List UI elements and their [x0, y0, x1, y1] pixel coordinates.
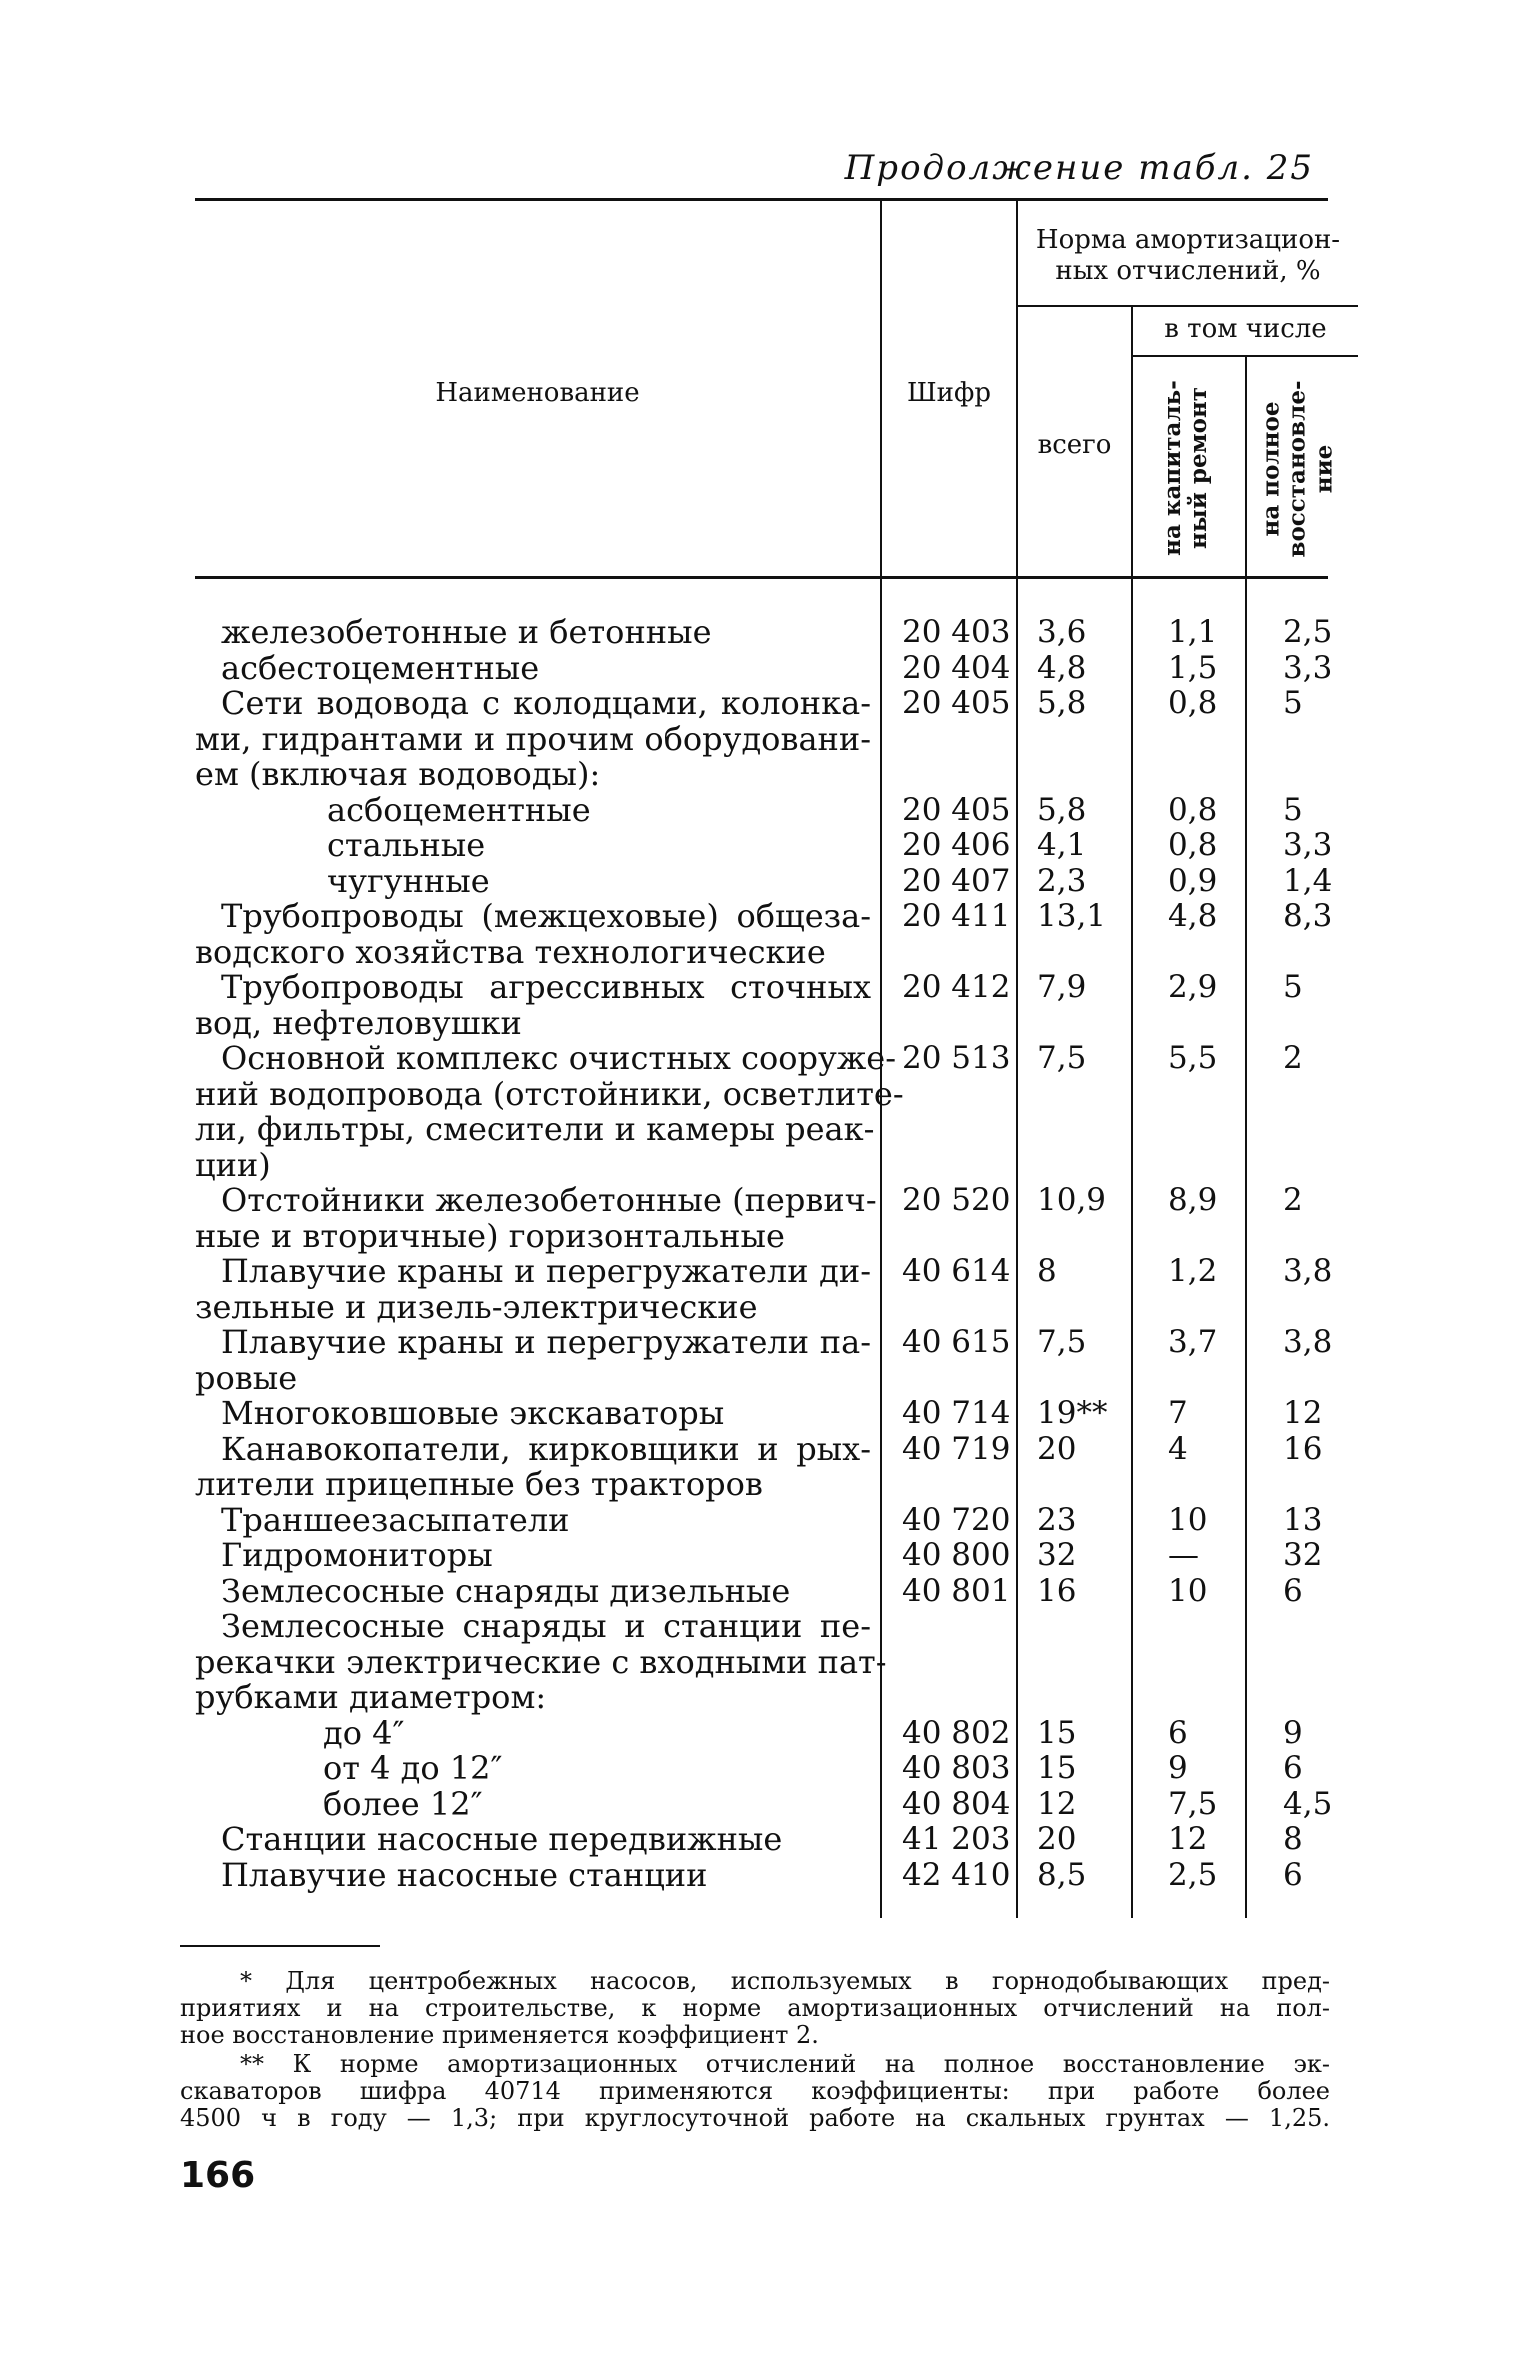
row-name-line: ные и вторичные) горизонтальные: [195, 1216, 785, 1255]
table-row: [0, 1041, 1535, 1183]
row-name-line: вод, нефтеловушки: [195, 1003, 522, 1042]
row-name-line: ровые: [195, 1358, 298, 1397]
table-row: [0, 1396, 1535, 1432]
row-cap: 1,2: [1168, 1253, 1218, 1289]
table-row: [0, 1609, 1535, 1716]
row-full: 13: [1283, 1501, 1323, 1538]
header-norm-line1: Норма амортизацион-: [1035, 225, 1341, 255]
row-full: 5: [1283, 685, 1303, 721]
row-name: [195, 1822, 875, 1858]
table-row: [0, 1429, 1535, 1503]
row-name-line: ми, гидрантами и прочим оборудовани-: [195, 719, 871, 758]
row-total: 20: [1037, 1430, 1077, 1467]
header-cap-line1: на капиталь-: [1159, 380, 1186, 556]
row-name: [195, 1429, 875, 1503]
row-code: 40 714: [902, 1395, 1011, 1431]
row-total: 3,6: [1037, 614, 1087, 650]
norm-divider-rule: [1018, 305, 1358, 307]
row-cap: 7,5: [1168, 1785, 1218, 1822]
row-name-line: Сети водовода с колодцами, колонка-: [221, 684, 871, 722]
row-code: 41 203: [902, 1821, 1011, 1857]
row-code: 20 411: [902, 898, 1011, 934]
row-total: 5,8: [1037, 685, 1087, 721]
row-code: 42 410: [902, 1856, 1011, 1893]
table-top-rule: [195, 198, 1328, 201]
table-row: [0, 828, 1535, 864]
row-full: 2: [1283, 1182, 1303, 1218]
row-total: 5,8: [1037, 791, 1087, 828]
row-name: [195, 899, 875, 970]
row-total: 7,5: [1037, 1040, 1087, 1076]
row-total: 15: [1037, 1714, 1077, 1751]
header-full-line2: восстановле-: [1283, 380, 1311, 558]
table-row: [0, 1751, 1535, 1787]
row-cap: 6: [1168, 1714, 1188, 1751]
table-row: [0, 686, 1535, 793]
row-name: [195, 1784, 875, 1823]
row-total: 13,1: [1037, 898, 1107, 934]
row-full: 16: [1283, 1430, 1323, 1467]
row-name: [195, 1500, 875, 1539]
table-body: [0, 615, 1535, 1893]
row-name-line: Плавучие насосные станции: [221, 1855, 708, 1894]
row-name-line: асбоцементные: [327, 790, 591, 829]
row-total: 19**: [1037, 1395, 1108, 1431]
row-cap: 1,5: [1168, 649, 1218, 686]
row-full: 3,3: [1283, 649, 1333, 686]
footnotes: [180, 1968, 1330, 2132]
header-total: всего: [1037, 430, 1112, 460]
row-cap: 2,5: [1168, 1856, 1218, 1893]
row-code: 20 405: [902, 685, 1011, 721]
row-cap: 4: [1168, 1430, 1188, 1467]
row-name-line: рекачки электрические с входными пат-: [195, 1642, 887, 1681]
row-total: 16: [1037, 1572, 1077, 1609]
table-row: [0, 899, 1535, 970]
row-full: 8,3: [1283, 898, 1333, 934]
header-bottom-rule: [195, 576, 1328, 579]
row-code: 20 407: [902, 862, 1011, 899]
row-total: 4,1: [1037, 827, 1087, 863]
row-full: 4,5: [1283, 1785, 1333, 1822]
footnote-rule: [180, 1945, 380, 1947]
row-name-line: Траншеезасыпатели: [221, 1500, 570, 1539]
footnote-1: [180, 1968, 1330, 2049]
row-full: 6: [1283, 1750, 1303, 1786]
row-code: 20 405: [902, 791, 1011, 828]
row-code: 40 804: [902, 1785, 1011, 1822]
table-row: [0, 648, 1535, 687]
row-cap: 0,9: [1168, 862, 1218, 899]
row-name-line: асбестоцементные: [221, 648, 540, 687]
table-row: [0, 615, 1535, 651]
row-total: 7,9: [1037, 969, 1087, 1005]
row-name: [195, 828, 875, 864]
row-name: [195, 1571, 875, 1610]
row-code: 40 719: [902, 1430, 1011, 1467]
row-name-line: Трубопроводы агрессивных сточных: [221, 968, 871, 1006]
row-cap: 0,8: [1168, 685, 1218, 721]
row-name-line: Плавучие краны и перегружатели ди-: [221, 1252, 871, 1290]
table-row: [0, 1855, 1535, 1894]
row-full: 5: [1283, 791, 1303, 828]
row-full: 32: [1283, 1537, 1323, 1573]
row-name-line: Станции насосные передвижные: [221, 1820, 783, 1858]
header-full-line1: на полное: [1257, 401, 1285, 537]
row-name-line: Канавокопатели, кирковщики и рых-: [221, 1429, 871, 1468]
row-name: [195, 1713, 875, 1752]
row-cap: 3,7: [1168, 1324, 1218, 1360]
row-cap: 1,1: [1168, 614, 1218, 650]
row-full: 6: [1283, 1572, 1303, 1609]
row-name-line: чугунные: [327, 861, 490, 900]
row-name-line: от 4 до 12″: [323, 1749, 503, 1787]
row-total: 12: [1037, 1785, 1077, 1822]
continuation-caption: Продолжение табл. 25: [844, 148, 1314, 188]
row-name: [195, 1607, 887, 1716]
row-code: 20 520: [902, 1182, 1011, 1218]
row-code: 20 404: [902, 649, 1011, 686]
row-total: 7,5: [1037, 1324, 1087, 1360]
row-name: [195, 790, 875, 829]
row-name-line: до 4″: [323, 1713, 405, 1752]
header-norm-line2: ных отчислений, %: [1055, 256, 1321, 287]
row-name-line: Основной комплекс очистных сооруже-: [221, 1039, 897, 1077]
header-norm: [1018, 225, 1358, 287]
row-name-line: рубками диаметром:: [195, 1678, 547, 1716]
row-cap: 7: [1168, 1395, 1188, 1431]
row-cap: —: [1168, 1537, 1199, 1573]
row-full: 6: [1283, 1856, 1303, 1893]
row-name-line: стальные: [327, 826, 486, 864]
table-row: [0, 1325, 1535, 1396]
footnote-2-line: скаваторов шифра 40714 применяются коэффициенты: при работе более: [180, 2077, 1330, 2105]
row-name-line: железобетонные и бетонные: [221, 613, 712, 651]
row-name: [195, 1751, 875, 1787]
row-cap: 5,5: [1168, 1040, 1218, 1076]
row-name: [195, 686, 875, 793]
table-row: [0, 790, 1535, 829]
row-code: 40 802: [902, 1714, 1011, 1751]
row-full: 2,5: [1283, 614, 1333, 650]
page-number: 166: [180, 2155, 256, 2196]
row-code: 40 615: [902, 1324, 1011, 1360]
row-full: 9: [1283, 1714, 1303, 1751]
row-name-line: Многоковшовые экскаваторы: [221, 1394, 725, 1432]
row-name-line: ем (включая водоводы):: [195, 755, 601, 793]
row-name-line: Землесосные снаряды и станции пе-: [221, 1607, 871, 1645]
row-cap: 10: [1168, 1501, 1208, 1538]
row-total: 32: [1037, 1537, 1077, 1573]
row-code: 40 803: [902, 1750, 1011, 1786]
table-row: [0, 970, 1535, 1041]
row-cap: 4,8: [1168, 898, 1218, 934]
table-row: [0, 1500, 1535, 1539]
footnote-1-line: * Для центробежных насосов, используемых в горнодобывающих пред-: [240, 1967, 1330, 1995]
row-total: 23: [1037, 1501, 1077, 1538]
row-code: 40 614: [902, 1253, 1011, 1289]
row-full: 8: [1283, 1821, 1303, 1857]
row-name: [195, 1855, 875, 1894]
header-incl: в том числе: [1164, 314, 1327, 344]
row-cap: 9: [1168, 1750, 1188, 1786]
row-total: 15: [1037, 1750, 1077, 1786]
row-full: 3,3: [1283, 827, 1333, 863]
row-cap: 0,8: [1168, 791, 1218, 828]
row-code: 20 403: [902, 614, 1011, 650]
header-code: Шифр: [907, 378, 991, 408]
row-name: [195, 1396, 875, 1432]
row-name-line: Плавучие краны и перегружатели па-: [221, 1323, 871, 1361]
table-row: [0, 1784, 1535, 1823]
row-code: 40 800: [902, 1537, 1011, 1573]
table-row: [0, 1183, 1535, 1254]
header-full: [1259, 367, 1343, 572]
row-name-line: Трубопроводы (межцеховые) общеза-: [221, 897, 871, 935]
row-full: 5: [1283, 969, 1303, 1005]
row-cap: 0,8: [1168, 827, 1218, 863]
table-row: [0, 1254, 1535, 1325]
row-name: [195, 1183, 875, 1254]
table-row: [0, 861, 1535, 900]
row-name: [195, 970, 875, 1041]
row-total: 10,9: [1037, 1182, 1107, 1218]
row-name-line: зельные и дизель-электрические: [195, 1287, 758, 1326]
footnote-2: [180, 2051, 1330, 2132]
row-code: 20 513: [902, 1040, 1011, 1076]
row-name-line: лители прицепные без тракторов: [195, 1465, 763, 1503]
row-name: [195, 648, 875, 687]
row-total: 2,3: [1037, 862, 1087, 899]
table-row: [0, 1822, 1535, 1858]
row-full: 3,8: [1283, 1324, 1333, 1360]
header-cap: [1160, 368, 1220, 568]
row-code: 40 720: [902, 1501, 1011, 1538]
row-code: 40 801: [902, 1572, 1011, 1609]
row-name: [195, 1039, 904, 1184]
table-row: [0, 1538, 1535, 1574]
footnote-1-line: приятиях и на строительстве, к норме амортизационных отчислений на пол-: [180, 1994, 1330, 2022]
row-name-line: Отстойники железобетонные (первич-: [221, 1181, 877, 1219]
row-cap: 10: [1168, 1572, 1208, 1609]
row-name-line: ции): [195, 1145, 271, 1184]
footnote-1-line: ное восстановление применяется коэффициент 2.: [180, 2021, 819, 2049]
row-name-line: водского хозяйства технологические: [195, 932, 826, 971]
table-row: [0, 1571, 1535, 1610]
row-name: [195, 615, 875, 651]
row-name: [195, 861, 875, 900]
header-name: Наименование: [435, 378, 640, 408]
footnote-2-line: ** К норме амортизационных отчислений на полное восстановление эк-: [240, 2050, 1330, 2078]
footnote-2-line: 4500 ч в году — 1,3; при круглосуточной работе на скальных грунтах — 1,25.: [180, 2104, 1330, 2132]
row-name-line: более 12″: [323, 1784, 483, 1823]
row-full: 2: [1283, 1040, 1303, 1076]
row-total: 20: [1037, 1821, 1077, 1857]
row-full: 12: [1283, 1395, 1323, 1431]
row-code: 20 412: [902, 969, 1011, 1005]
row-full: 3,8: [1283, 1253, 1333, 1289]
header-cap-line2: ный ремонт: [1185, 386, 1213, 550]
row-name-line: ли, фильтры, смесители и камеры реак-: [195, 1110, 875, 1148]
row-cap: 8,9: [1168, 1182, 1218, 1218]
row-total: 4,8: [1037, 649, 1087, 686]
row-cap: 12: [1168, 1821, 1208, 1857]
header-full-line3: ние: [1310, 444, 1338, 494]
row-name-line: Гидромониторы: [221, 1536, 493, 1574]
row-total: 8: [1037, 1253, 1057, 1289]
row-name: [195, 1538, 875, 1574]
row-name: [195, 1325, 875, 1396]
row-name: [195, 1254, 875, 1325]
table-row: [0, 1713, 1535, 1752]
row-code: 20 406: [902, 827, 1011, 863]
row-name-line: Землесосные снаряды дизельные: [221, 1571, 791, 1610]
row-cap: 2,9: [1168, 969, 1218, 1005]
row-name-line: ний водопровода (отстойники, осветлите-: [195, 1074, 904, 1113]
row-total: 8,5: [1037, 1856, 1087, 1893]
row-full: 1,4: [1283, 862, 1333, 899]
